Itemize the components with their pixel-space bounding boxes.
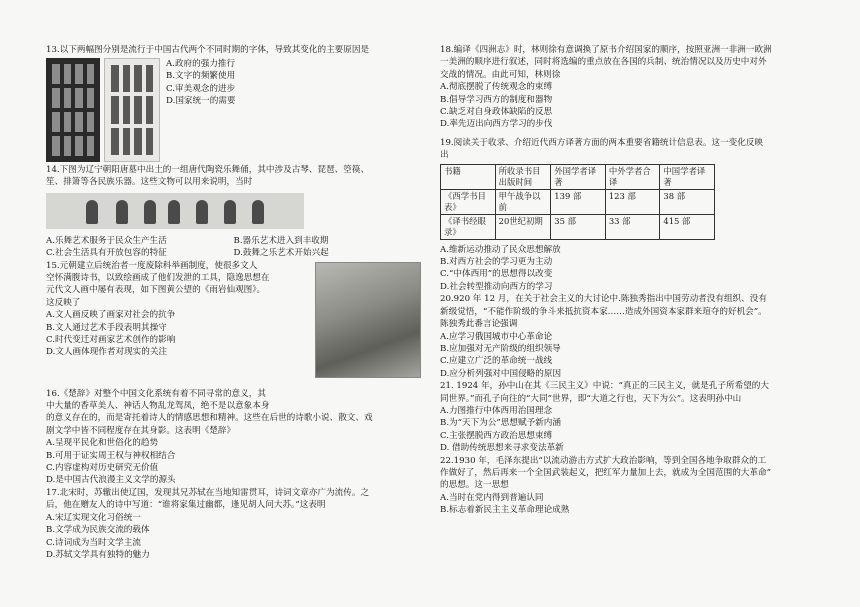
question-22-line-3: 的思想。这一思想: [440, 480, 509, 491]
pottery-figurines-image: [46, 193, 304, 229]
option-a[interactable]: A.应学习俄国城市中心革命论: [440, 331, 553, 342]
option-b[interactable]: B.标志着新民主主义革命理论成熟: [440, 505, 570, 516]
left-column: [46, 44, 421, 561]
calligraphy-rubbing-light-image: [104, 58, 160, 162]
question-19: [440, 137, 818, 293]
translation-statistics-table: [440, 164, 715, 240]
option-a[interactable]: A.当时在党内得到普遍认同: [440, 492, 544, 503]
question-17: [46, 487, 421, 561]
question-18: [440, 44, 818, 131]
question-19-line-1: 19.阅读关于收录、介绍近代西方译著方面的两本重要省籍统计信息表。这一变化反映: [440, 137, 764, 148]
table-cell: 《译书经眼录》: [441, 214, 496, 239]
option-d[interactable]: D.文人画体现作者对现实的关注: [46, 347, 168, 358]
option-c[interactable]: C.社会生活具有开放包容的特征: [46, 248, 167, 259]
option-d[interactable]: D.应分析列强对中国侵略的原因: [440, 368, 562, 379]
table-header-cell: 中外学者合译: [605, 164, 660, 189]
question-15-line-4: 这反映了: [46, 297, 81, 308]
option-b[interactable]: B.文学成为民族交流的载体: [46, 525, 150, 536]
question-21-line-2: 同世界。”而孔子向往的“大同”世界，即“大道之行也，天下为公”。这表明孙中山: [440, 393, 742, 404]
question-16-line-4: 剧文学中皆不同程度存在其身影。这表明《楚辞》: [46, 425, 236, 436]
question-13-stem: 13.以下两幅图分别是流行于中国古代两个不同时期的字体，导致其变化的主要原因是: [46, 45, 370, 55]
question-17-line-1: 17.北宋时，苏辙出使辽国，发现其兄苏轼在当地知雷贯耳，诗词文章亦广为流传。之: [46, 487, 370, 498]
option-a[interactable]: A.彻底摆脱了传统观念的束缚: [440, 82, 553, 93]
question-20: [440, 293, 818, 380]
option-b[interactable]: B.可用于证实周王权与神权相结合: [46, 450, 176, 461]
question-17-line-2: 后，他在赠友人的诗中写道：“谁将家集过幽都，逢见胡人问大苏。”这表明: [46, 500, 326, 511]
question-21: [440, 380, 818, 454]
option-d[interactable]: D.率先迈出向西方学习的步伐: [440, 119, 553, 130]
question-15: [46, 260, 421, 388]
option-a[interactable]: A.力图推行中体西用治国理念: [440, 405, 553, 416]
option-d[interactable]: D. 借助传统思想来寻求变法革新: [440, 443, 564, 454]
table-header-row: [441, 164, 715, 189]
option-d[interactable]: D.鼓舞之乐艺术开始兴起: [233, 248, 329, 259]
question-13-options: [166, 58, 235, 108]
option-c[interactable]: C.诗词成为当时文学主流: [46, 537, 141, 548]
option-c[interactable]: C.内容虚构对历史研究无价值: [46, 463, 159, 474]
option-d[interactable]: D.国家统一的需要: [166, 96, 236, 107]
table-cell: 甲午战争以前: [495, 189, 551, 214]
option-a[interactable]: A.乐舞艺术服务于民众生产生活: [46, 235, 167, 246]
table-cell: 123 部: [605, 189, 660, 214]
table-cell: 139 部: [551, 189, 606, 214]
question-18-line-2: 一美洲的顺序进行叙述，同时将选编的重点放在各国的兵制、统治情况以及历史中对外: [440, 57, 767, 68]
option-c[interactable]: C.主张摆脱西方政治思想束缚: [440, 430, 553, 441]
option-b[interactable]: B.文人通过艺术手段表明其操守: [46, 322, 167, 333]
question-16-line-3: 的意义存在的，而是寄托着诗人的情感思想和精神。这些在后世的诗歌小说、散文、戏: [46, 413, 373, 424]
option-d[interactable]: D.社会转型推动向西方的学习: [440, 281, 553, 292]
table-cell: 33 部: [605, 214, 660, 239]
option-c[interactable]: C.“中体西用”的思想得以改变: [440, 269, 553, 280]
question-15-line-2: 空怀满腹诗书，以致绘画成了他们发泄的工具，隐逸思想在: [46, 273, 270, 284]
question-16: [46, 388, 421, 487]
question-20-line-2: 新级觉悟，“不能作阶级的争斗来抵抗资本家……造成外国资本家群来瑄夺的好机会”。: [440, 306, 767, 317]
option-c[interactable]: C.应建立广泛的革命统一战线: [440, 356, 553, 367]
calligraphy-rubbing-dark-image: [46, 58, 100, 162]
question-14-options-row-2: [46, 247, 421, 259]
question-15-line-3: 元代文人画中屡有表现，如下图黄公望的《雨岩仙观图》。: [46, 285, 266, 296]
table-header-cell: 外国学者译著: [551, 164, 606, 189]
table-cell: 35 部: [551, 214, 606, 239]
option-a[interactable]: A.呈现平民化和世俗化的趋势: [46, 438, 159, 449]
table-cell: 415 部: [660, 214, 715, 239]
table-header-cell: 书籍: [441, 164, 496, 189]
option-c[interactable]: C.缺乏对自身政体缺陷的反思: [440, 107, 553, 118]
option-a[interactable]: A.宋辽实现文化习俗统一: [46, 512, 141, 523]
question-18-line-3: 交战的情况。由此可知，林则徐: [440, 69, 561, 80]
option-a[interactable]: A.维新运动推动了民众思想解放: [440, 244, 561, 255]
option-a[interactable]: A.政府的强力推行: [166, 59, 236, 69]
question-14: [46, 164, 421, 260]
question-13: [46, 44, 421, 164]
question-22-line-2: 作做好了，然后再来一个全国武装起义，把红军力量加上去，就成为全国范围的大革命”: [440, 467, 771, 478]
table-row: [441, 214, 715, 239]
option-b[interactable]: B.为“天下为公”思想赋予新内涵: [440, 418, 561, 429]
right-column: [440, 44, 818, 517]
question-22: [440, 455, 818, 517]
question-16-line-2: 中大量的香草美人、神话人物乱龙驾凤，绝不是以意象本身: [46, 401, 270, 412]
question-20-line-1: 20.920 年 12 月，在关于社会主义的大讨论中.陈独秀指出中国劳动者没有组织、没有: [440, 294, 767, 305]
question-22-line-1: 22.1930 年，毛泽东提出“以流动游击方式扩大政治影响，等到全国各地争取群众的工: [440, 455, 767, 466]
table-header-cell: 中国学者译著: [660, 164, 715, 189]
option-b[interactable]: B.倡导学习西方的制度和器物: [440, 94, 553, 105]
option-a[interactable]: A.文人画反映了画家对社会的抗争: [46, 310, 176, 321]
option-c[interactable]: C.审美观念的进步: [166, 83, 236, 94]
option-b[interactable]: B.文字的频繁使用: [166, 71, 236, 82]
table-cell: 38 部: [660, 189, 715, 214]
option-b[interactable]: B.器乐艺术进入到丰收期: [233, 235, 329, 246]
question-16-line-1: 16.《楚辞》对整个中国文化系统有着不同寻常的意义，其: [46, 388, 266, 399]
table-row: [441, 189, 715, 214]
question-21-line-1: 21. 1924 年，孙中山在其《三民主义》中说：“真正的三民主义，就是孔子所希望的大: [440, 381, 769, 392]
option-d[interactable]: D.是中国古代浪漫主义文学的源头: [46, 475, 176, 486]
question-14-line-2: 笙、排箫等各民族乐器。这些文物可以用来说明，当时: [46, 177, 253, 188]
option-b[interactable]: B.应加强对无产阶级的组织领导: [440, 343, 561, 354]
landscape-painting-image: [315, 262, 421, 378]
question-14-line-1: 14.下图为辽宁朝阳唐墓中出土的一组唐代陶瓷乐舞俑，其中涉及古琴、琵琶、箜篌、: [46, 165, 370, 175]
option-c[interactable]: C.时代变迁对画家艺术创作的影响: [46, 335, 176, 346]
option-d[interactable]: D.苏轼文学具有独特的魅力: [46, 549, 150, 560]
question-19-line-2: 出: [440, 150, 449, 161]
table-cell: 20世纪初期: [495, 214, 551, 239]
table-header-cell: 所收录书目出版时间: [495, 164, 551, 189]
calligraphy-images: [46, 58, 160, 162]
question-14-options-row-1: [46, 235, 421, 247]
table-cell: 《西学书目表》: [441, 189, 496, 214]
question-15-line-1: 15.元朝建立后统治者一度废除科举画制度，使很多文人: [46, 260, 258, 271]
question-18-line-1: 18.编译《四洲志》时，林则徐有意调换了原书介绍国家的顺序，按照亚洲一非洲一欧洲: [440, 45, 772, 55]
option-b[interactable]: B.对西方社会的学习更为主动: [440, 257, 553, 268]
question-20-line-3: 陈独秀此番言论强调: [440, 319, 518, 330]
